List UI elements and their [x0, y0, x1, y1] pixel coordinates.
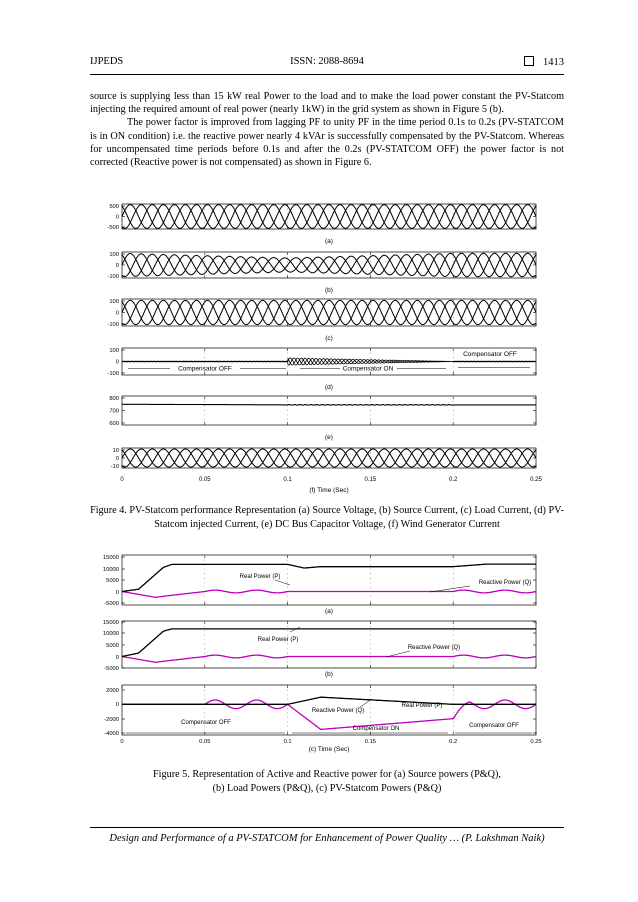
x-tick-label: 0.1: [283, 739, 292, 745]
x-tick-label: 0.05: [198, 477, 211, 483]
annotation-real-power: Real Power (P): [401, 703, 443, 709]
panel-label: (b): [325, 671, 333, 678]
y-tick-label: 2000: [106, 688, 119, 694]
plot-frame: [122, 555, 536, 605]
annotation-compensator-off: Compensator OFF: [178, 365, 232, 373]
y-tick-label: 5000: [106, 578, 119, 584]
y-tick-label: -4000: [104, 731, 119, 737]
y-tick-label: 700: [109, 408, 119, 415]
trace-real-power: [122, 564, 536, 591]
journal-name: IJPEDS: [90, 56, 124, 67]
trace-reactive-power: [122, 590, 536, 597]
y-tick-label: 0: [115, 456, 119, 462]
y-tick-label: 0: [115, 590, 119, 596]
plot-frame: [122, 621, 536, 668]
x-tick-label: 0.2: [449, 739, 458, 745]
x-tick-label: 0.25: [530, 477, 542, 483]
issn: ISSN: 2088-8694: [290, 56, 364, 67]
annotation-reactive-power: Reactive Power (Q): [407, 645, 461, 651]
y-tick-label: 0: [115, 214, 119, 221]
y-tick-label: 500: [109, 204, 119, 210]
x-tick-label: 0.2: [449, 477, 458, 483]
figure-5-caption-line1: Figure 5. Representation of Active and Reactive power for (a) Source powers (P&Q),: [153, 769, 501, 780]
y-tick-label: -5000: [104, 601, 119, 607]
annotation-real-power: Real Power (P): [239, 574, 281, 580]
x-tick-label: 0.05: [199, 739, 211, 745]
figure-4-caption: Figure 4. PV-Statcom performance Representation (a) Source Voltage, (b) Source Current, (c) Load Current, (d) PV-Statcom injected Current, (e) DC Bus Capacitor Voltage, (f) Wind Generator Current: [90, 505, 564, 530]
annotation-compensator-off: Compensator OFF: [469, 723, 519, 729]
panel-label: (a): [325, 608, 333, 615]
y-tick-label: 100: [109, 299, 119, 305]
y-tick-label: 0: [115, 310, 119, 317]
x-tick-label: 0: [120, 739, 124, 745]
paragraph: source is supplying less than 15 kW real Power to the load and to make the load power constant the PV-Statcom injecting the required amount of real power (nearly 1kW) in the grid system as shown in Figure 5 (b).: [90, 91, 564, 116]
y-tick-label: -5000: [104, 666, 119, 672]
y-tick-label: 100: [109, 348, 119, 354]
annotation-compensator-on: Compensator ON: [352, 726, 400, 732]
paragraph: The power factor is improved from lagging PF to unity PF in the time period 0.1s to 0.2s (PV-STATCOM is in ON condition) i.e. the reactive power nearly 4 kVAr is successfully compensated by the PV-Statcom. Whereas for uncompensated time periods before 0.1s and after the 0.2s (PV-STATCOM OFF) the power factor is not corrected (Reactive power is not compensated) as shown in Figure 6.: [90, 117, 564, 169]
x-tick-label: 0.15: [364, 739, 377, 745]
y-tick-label: 10000: [102, 631, 119, 637]
y-tick-label: -500: [107, 225, 119, 231]
y-tick-label: 0: [115, 263, 119, 269]
y-tick-label: -10: [110, 464, 119, 470]
y-tick-label: 10000: [102, 567, 119, 573]
y-tick-label: -2000: [104, 717, 119, 723]
panel-label: (a): [325, 238, 333, 245]
annotation-reactive-power: Reactive Power (Q): [478, 580, 532, 586]
x-tick-label: 0.25: [530, 739, 542, 745]
trace-real-power: [122, 697, 536, 704]
annotation-reactive-power: Reactive Power (Q): [311, 708, 365, 714]
y-tick-label: 800: [109, 396, 119, 402]
y-tick-label: 0: [115, 359, 119, 366]
y-tick-label: -100: [107, 371, 119, 377]
panel-label: (d): [325, 384, 333, 391]
panel-label: (b): [325, 287, 333, 294]
y-tick-label: -100: [107, 274, 119, 280]
y-tick-label: 100: [109, 252, 119, 258]
annotation-real-power: Real Power (P): [257, 637, 299, 643]
annotation-compensator-off: Compensator OFF: [181, 720, 231, 726]
x-axis-label: (f) Time (Sec): [309, 487, 349, 494]
x-tick-label: 0.1: [283, 477, 292, 483]
y-tick-label: 10: [112, 448, 119, 454]
y-tick-label: 600: [109, 421, 119, 427]
panel-label: (c): [325, 335, 333, 342]
annotation-compensator-off: Compensator OFF: [463, 351, 517, 358]
y-tick-label: 0: [115, 702, 119, 708]
y-tick-label: 5000: [106, 643, 119, 649]
figure-5-caption-line2: (b) Load Powers (P&Q), (c) PV-Statcom Powers (P&Q): [212, 782, 442, 794]
x-axis-label: (c) Time (Sec): [308, 746, 350, 753]
y-tick-label: 0: [115, 655, 119, 661]
figure-5-caption: [90, 768, 564, 795]
page-number: 1413: [543, 57, 564, 68]
annotation-compensator-on: Compensator ON: [342, 365, 394, 373]
trace-reactive-power: [122, 655, 536, 662]
x-tick-label: 0.15: [364, 477, 377, 483]
panel-label: (e): [325, 434, 333, 441]
footer-text: Design and Performance of a PV-STATCOM for Enhancement of Power Quality … (P. Lakshman Naik): [109, 833, 545, 844]
y-tick-label: 15000: [102, 555, 119, 561]
footer-rule: [90, 827, 564, 828]
y-tick-label: -100: [107, 322, 119, 328]
trace-real-power: [122, 629, 536, 657]
y-tick-label: 15000: [102, 620, 119, 626]
x-tick-label: 0: [120, 477, 124, 483]
